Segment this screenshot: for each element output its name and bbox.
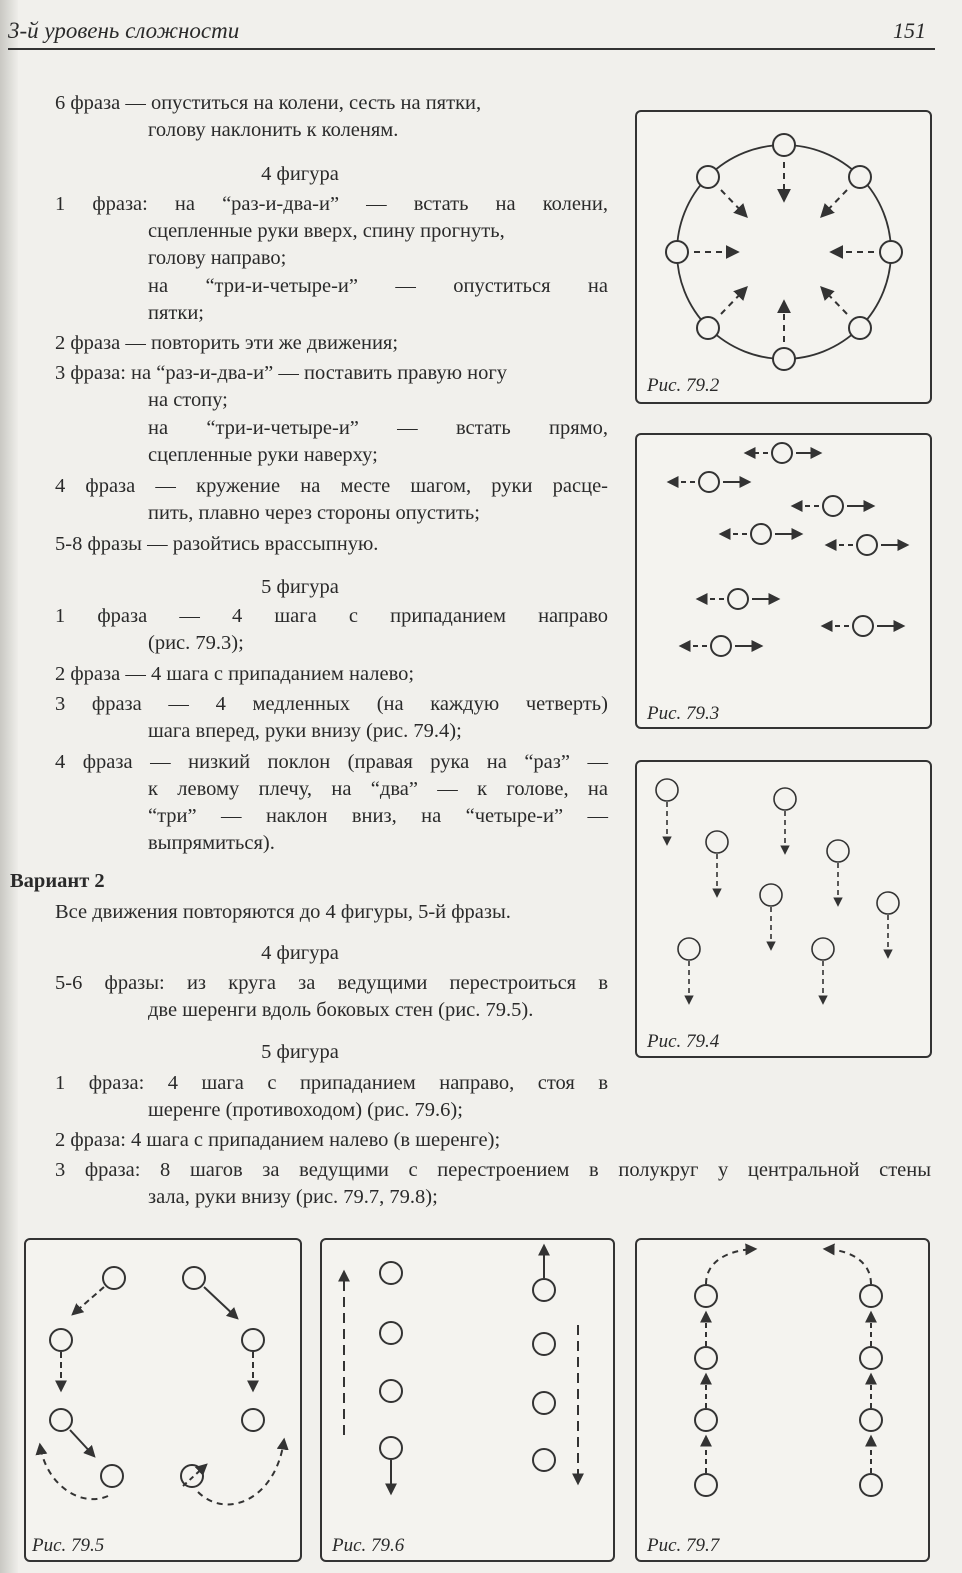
- text-line: 5-6 фразы: из круга за ведущими перестроиться в: [55, 972, 608, 994]
- side-steps-diagram: [637, 435, 930, 727]
- figure-79-6: [320, 1238, 615, 1562]
- text-line: 4 фраза — кружение на месте шагом, руки расце-: [55, 475, 608, 497]
- text-line: сцепленные руки вверх, спину прогнуть,: [148, 220, 505, 242]
- section-heading: 4 фигура: [261, 942, 339, 964]
- forward-steps-diagram: [637, 762, 930, 1056]
- text-line: голову направо;: [148, 247, 287, 269]
- two-lines-regroup-diagram: [26, 1240, 300, 1560]
- circle-formation-diagram: [637, 112, 930, 402]
- text-line: (рис. 79.3);: [148, 632, 244, 654]
- section-heading: 4 фигура: [261, 163, 339, 185]
- text-line: на “три-и-четыре-и” — встать прямо,: [148, 417, 608, 439]
- text-line: выпрямиться).: [148, 832, 275, 854]
- figure-79-7: [635, 1238, 930, 1562]
- text-line: 3 фраза: на “раз-и-два-и” — поставить правую ногу: [55, 362, 508, 384]
- text-line: 1 фраза — 4 шага с припаданием направо: [55, 605, 608, 627]
- figure-caption: Рис. 79.2: [647, 375, 720, 396]
- text-line: на “три-и-четыре-и” — опуститься на: [148, 275, 608, 297]
- section-heading: 5 фигура: [261, 576, 339, 598]
- running-header: 3-й уровень сложности: [8, 18, 240, 43]
- counter-march-lines-diagram: [322, 1240, 613, 1560]
- text-line: 2 фраза — повторить эти же движения;: [55, 332, 399, 354]
- figure-79-2: [635, 110, 932, 404]
- text-line: две шеренги вдоль боковых стен (рис. 79.5).: [148, 999, 534, 1021]
- text-line: голову наклонить к коленям.: [148, 119, 399, 141]
- figure-79-5: [24, 1238, 302, 1562]
- semicircle-regroup-diagram: [637, 1240, 928, 1560]
- figure-caption: Рис. 79.3: [647, 703, 720, 724]
- text-line: “три” — наклон вниз, на “четыре-и” —: [148, 805, 608, 827]
- variant-heading: Вариант 2: [10, 870, 105, 892]
- figure-79-3: [635, 433, 932, 729]
- text-line: пить, плавно через стороны опустить;: [148, 502, 480, 524]
- text-line: 1 фраза: на “раз-и-два-и” — встать на колени,: [55, 193, 608, 215]
- section-heading: 5 фигура: [261, 1041, 339, 1063]
- text-line: шага вперед, руки внизу (рис. 79.4);: [148, 720, 462, 742]
- figure-79-4: [635, 760, 932, 1058]
- text-line: 2 фраза — 4 шага с припаданием налево;: [55, 663, 415, 685]
- text-line: 6 фраза — опуститься на колени, сесть на пятки,: [55, 92, 482, 114]
- text-line: на стопу;: [148, 389, 228, 411]
- figure-caption: Рис. 79.6: [332, 1535, 405, 1556]
- text-line: 3 фраза: 8 шагов за ведущими с перестроением в полукруг у центральной стены: [55, 1159, 931, 1181]
- figure-caption: Рис. 79.4: [647, 1031, 720, 1052]
- text-line: пятки;: [148, 302, 204, 324]
- figure-caption: Рис. 79.7: [647, 1535, 720, 1556]
- text-line: 5-8 фразы — разойтись врассыпную.: [55, 533, 379, 555]
- figure-caption: Рис. 79.5: [32, 1535, 105, 1556]
- text-line: 2 фраза: 4 шага с припаданием налево (в шеренге);: [55, 1129, 501, 1151]
- text-line: 1 фраза: 4 шага с припаданием направо, стоя в: [55, 1072, 608, 1094]
- text-line: Все движения повторяются до 4 фигуры, 5-й фразы.: [55, 901, 511, 923]
- text-line: 4 фраза — низкий поклон (правая рука на “раз” —: [55, 751, 608, 773]
- text-line: зала, руки внизу (рис. 79.7, 79.8);: [148, 1186, 438, 1208]
- text-line: шеренге (противоходом) (рис. 79.6);: [148, 1099, 463, 1121]
- page-number: 151: [893, 18, 926, 43]
- text-line: сцепленные руки наверху;: [148, 444, 378, 466]
- header-rule: [8, 48, 935, 50]
- text-line: к левому плечу, на “два” — к голове, на: [148, 778, 608, 800]
- text-line: 3 фраза — 4 медленных (на каждую четверть): [55, 693, 608, 715]
- page-edge-shadow: [0, 0, 18, 1573]
